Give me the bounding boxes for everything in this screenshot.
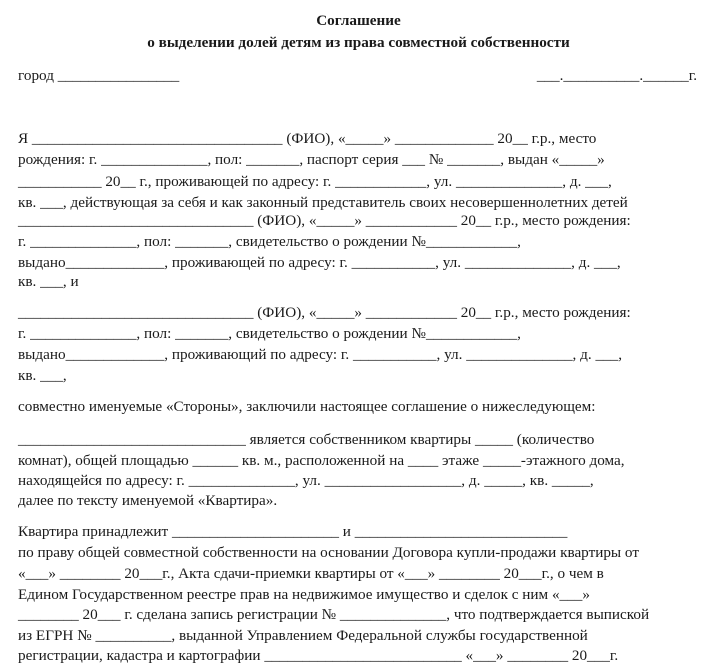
text-line-2: рождения: г. ______________, пол: _______, паспорт серия ___ № _______, выдан «_____» <box>18 151 605 168</box>
text-line-22: ________ 20___ г. сделана запись регистрации № ______________, что подтверждается выпиской <box>18 606 650 623</box>
text-line-13: совместно именуемые «Стороны», заключили настоящее соглашение о нижеследующем: <box>18 398 596 415</box>
document-title: Соглашение <box>316 12 401 29</box>
text-line-11: выдано_____________, проживающий по адресу: г. ___________, ул. ______________, д. ___, <box>18 346 623 363</box>
text-line-8: кв. ___, и <box>18 273 79 290</box>
text-line-19: по праву общей совместной собственности на основании Договора купли-продажи квартиры от <box>18 544 639 561</box>
text-line-7: выдано_____________, проживающей по адресу: г. ___________, ул. ______________, д. ___, <box>18 254 621 271</box>
text-line-14: ______________________________ является собственником квартиры _____ (количество <box>18 431 595 448</box>
text-line-17: далее по тексту именуемой «Квартира». <box>18 492 278 509</box>
document-subtitle: о выделении долей детям из права совместной собственности <box>147 34 570 51</box>
text-line-12: кв. ___, <box>18 367 67 384</box>
date-line: ___.__________.______г. <box>536 67 697 84</box>
text-line-9: _______________________________ (ФИО), «_____» ____________ 20__ г.р., место рождения: <box>18 304 631 321</box>
text-line-3: ___________ 20__ г., проживающей по адресу: г. ____________, ул. ______________, д. ___, <box>18 173 612 190</box>
text-line-20: «___» ________ 20___г., Акта сдачи-приемки квартиры от «___» ________ 20___г., о чем в <box>18 565 604 582</box>
text-line-18: Квартира принадлежит ______________________ и ____________________________ <box>18 523 568 540</box>
text-line-6: г. ______________, пол: _______, свидетельство о рождении №____________, <box>18 233 521 250</box>
text-line-10: г. ______________, пол: _______, свидетельство о рождении №____________, <box>18 325 521 342</box>
text-line-21: Едином Государственном реестре прав на недвижимое имущество и сделок с ним «___» <box>18 586 590 603</box>
text-line-5: _______________________________ (ФИО), «_____» ____________ 20__ г.р., место рождения: <box>18 212 631 229</box>
text-line-1: Я _________________________________ (ФИО), «_____» _____________ 20__ г.р., место <box>18 130 597 147</box>
city-line: город ________________ <box>18 67 180 84</box>
text-line-4: кв. ___, действующая за себя и как законный представитель своих несовершеннолетних детей <box>18 194 628 211</box>
text-line-16: находящейся по адресу: г. ______________, ул. __________________, д. _____, кв. _____, <box>18 472 594 489</box>
text-line-24: регистрации, кадастра и картографии __________________________ «___» ________ 20___г. <box>18 647 619 664</box>
text-line-23: из ЕГРН № __________, выданной Управлением Федеральной службы государственной <box>18 627 588 644</box>
text-line-15: комнат), общей площадью ______ кв. м., расположенной на ____ этаже _____-этажного дома, <box>18 452 625 469</box>
